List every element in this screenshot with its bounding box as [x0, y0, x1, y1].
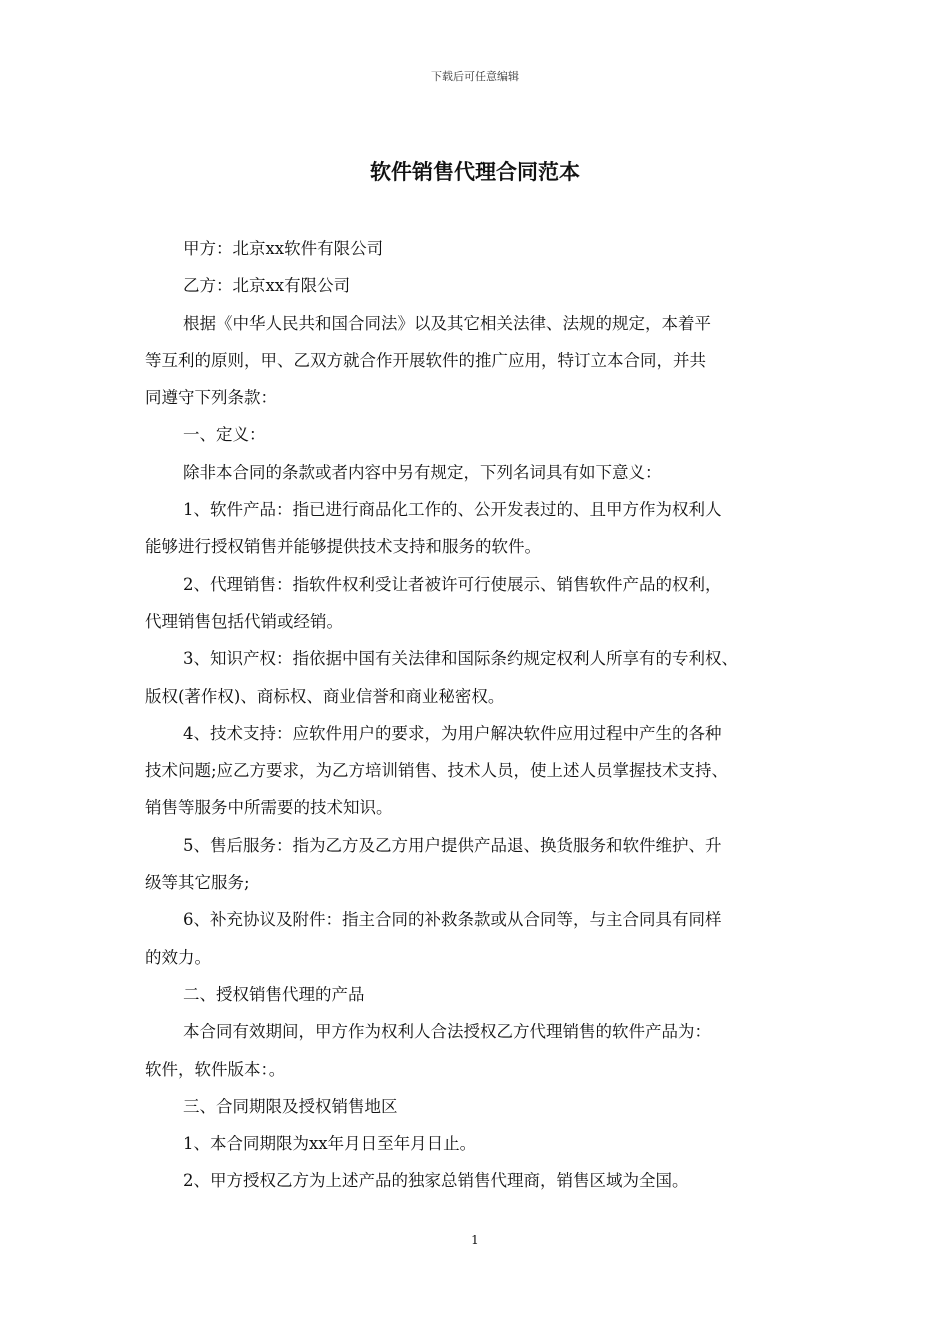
paragraph-line: 6、补充协议及附件：指主合同的补救条款或从合同等，与主合同具有同样 — [183, 910, 722, 930]
document-body — [145, 230, 815, 1200]
paragraph-line: 1、本合同期限为xx年月日至年月日止。 — [183, 1134, 477, 1154]
paragraph-line: 代理销售包括代销或经销。 — [145, 611, 343, 631]
paragraph-line: 3、知识产权：指依据中国有关法律和国际条约规定权利人所享有的专利权、 — [183, 649, 738, 669]
paragraph-line: 级等其它服务; — [145, 873, 250, 893]
paragraph-line: 三、合同期限及授权销售地区 — [183, 1096, 398, 1116]
header-note: 下载后可任意编辑 — [431, 70, 519, 83]
paragraph-line: 4、技术支持：应软件用户的要求，为用户解决软件应用过程中产生的各种 — [183, 723, 722, 743]
paragraph-line: 销售等服务中所需要的技术知识。 — [145, 798, 393, 818]
document-title: 软件销售代理合同范本 — [370, 160, 580, 184]
paragraph-line: 根据《中华人民共和国合同法》以及其它相关法律、法规的规定，本着平 — [183, 313, 711, 333]
page-number: 1 — [471, 1233, 479, 1247]
paragraph-line: 版权(著作权)、商标权、商业信誉和商业秘密权。 — [145, 686, 505, 706]
paragraph-line: 同遵守下列条款： — [145, 388, 277, 408]
paragraph-line: 2、代理销售：指软件权利受让者被许可行使展示、销售软件产品的权利， — [183, 574, 722, 594]
paragraph-line: 甲方：北京xx软件有限公司 — [183, 239, 384, 258]
paragraph-line: 5、售后服务：指为乙方及乙方用户提供产品退、换货服务和软件维护、升 — [183, 835, 722, 855]
paragraph-line: 软件，软件版本：。 — [145, 1059, 286, 1079]
paragraph-line: 二、授权销售代理的产品 — [183, 984, 365, 1004]
paragraph-line: 除非本合同的条款或者内容中另有规定，下列名词具有如下意义： — [183, 462, 662, 482]
paragraph-line: 等互利的原则，甲、乙双方就合作开展软件的推广应用，特订立本合同，并共 — [145, 350, 706, 370]
paragraph-line: 技术问题;应乙方要求，为乙方培训销售、技术人员，使上述人员掌握技术支持、 — [145, 761, 729, 781]
paragraph-line: 2、甲方授权乙方为上述产品的独家总销售代理商，销售区域为全国。 — [183, 1171, 689, 1191]
paragraph-line: 能够进行授权销售并能够提供技术支持和服务的软件。 — [145, 537, 541, 557]
paragraph-line: 的效力。 — [145, 947, 211, 967]
paragraph-line: 乙方：北京xx有限公司 — [183, 276, 351, 296]
paragraph-line: 本合同有效期间，甲方作为权利人合法授权乙方代理销售的软件产品为： — [183, 1022, 711, 1042]
paragraph-line: 一、定义： — [183, 425, 266, 445]
paragraph-line: 1、软件产品：指已进行商品化工作的、公开发表过的、且甲方作为权利人 — [183, 500, 722, 520]
